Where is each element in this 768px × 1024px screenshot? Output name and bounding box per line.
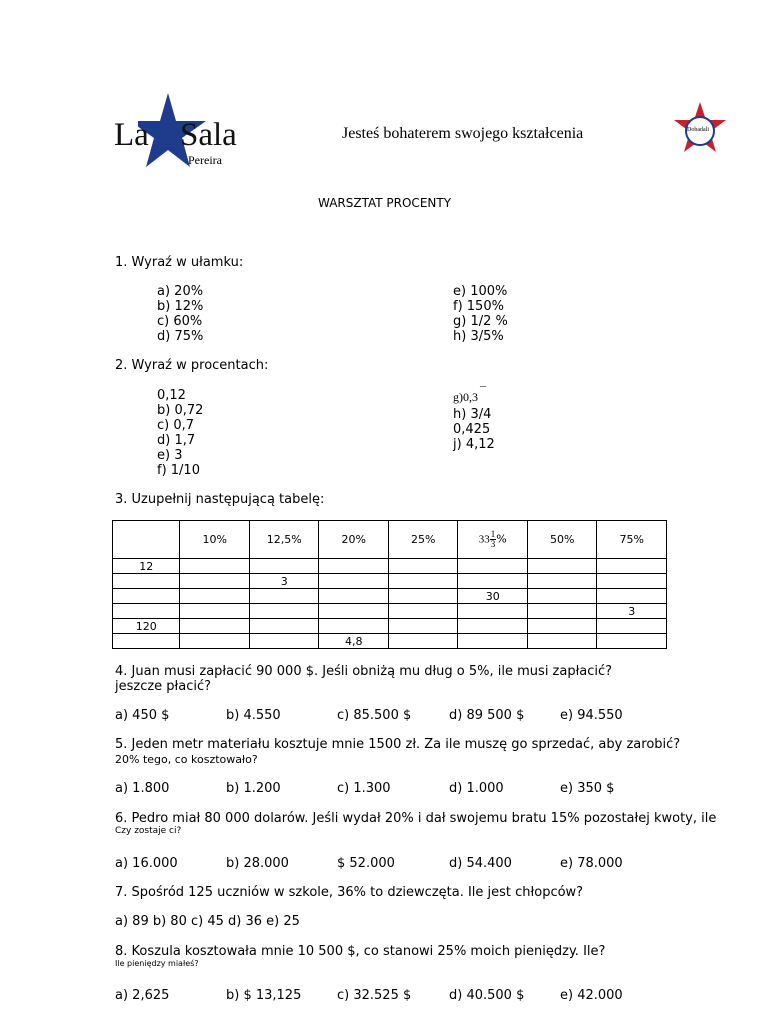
q4-line1: 4. Juan musi zapłacić 90 000 $. Jeśli obniżą mu dług o 5%, ile musi zapłacić?	[115, 664, 613, 679]
list-item: e) 100%	[453, 284, 508, 299]
q5-line2: 20% tego, co kosztowało?	[115, 753, 258, 766]
table-cell	[458, 559, 528, 574]
frac-den: 3	[490, 539, 496, 549]
table-cell	[180, 604, 250, 619]
answer-option: a) 450 $	[115, 708, 170, 723]
list-item: f) 1/10	[157, 463, 200, 478]
answer-option: e) 78.000	[560, 856, 623, 871]
table-cell: 3	[249, 574, 319, 589]
table-cell: 4,8	[319, 634, 389, 649]
list-item: d) 75%	[157, 329, 204, 344]
table-row	[113, 574, 667, 589]
table-header-cell-fraction	[458, 521, 528, 559]
table-cell	[597, 619, 667, 634]
table-cell	[527, 559, 597, 574]
answer-option: d) 89 500 $	[449, 708, 525, 723]
table-row	[113, 589, 667, 604]
answer-option: d) 40.500 $	[449, 988, 525, 1003]
logo-la: La	[114, 117, 149, 153]
answer-option: a) 2,625	[115, 988, 170, 1003]
list-item: g)0,3	[453, 390, 478, 404]
q1-prompt: 1. Wyraź w ułamku:	[115, 255, 244, 270]
list-item: b) 0,72	[157, 403, 204, 418]
table-cell	[388, 589, 458, 604]
answer-option: a) 1.800	[115, 781, 170, 796]
q5-line1: 5. Jeden metr materiału kosztuje mnie 1500 zł. Za ile muszę go sprzedać, aby zarobić?	[115, 737, 681, 752]
q6-line1: 6. Pedro miał 80 000 dolarów. Jeśli wydał 20% i dał swojemu bratu 15% pozostałej kwoty, ile	[115, 811, 717, 826]
list-item: g) 1/2 %	[453, 314, 508, 329]
table-header-cell	[113, 521, 180, 559]
q2-left-list	[157, 388, 203, 478]
q8-line2: Ile pieniędzy miałeś?	[115, 959, 199, 968]
table-cell: 3	[597, 604, 667, 619]
q2-right-list	[453, 407, 495, 452]
list-item: c) 60%	[157, 314, 203, 329]
list-item: h) 3/4	[453, 407, 492, 422]
list-item: a) 20%	[157, 284, 204, 299]
table-cell	[597, 559, 667, 574]
list-item: 0,425	[453, 422, 491, 437]
frac-whole: 33	[478, 533, 490, 546]
q8-line1: 8. Koszula kosztowała mnie 10 500 $, co stanowi 25% moich pieniędzy. Ile?	[115, 944, 606, 959]
list-item: b) 12%	[157, 299, 204, 314]
table-cell	[458, 604, 528, 619]
answer-option: d) 1.000	[449, 781, 504, 796]
table-cell	[527, 574, 597, 589]
table-cell	[319, 589, 389, 604]
answer-option: e) 42.000	[560, 988, 623, 1003]
q8-options	[115, 988, 675, 1004]
table-header-cell: 20%	[319, 521, 389, 559]
table-header-cell: 75%	[597, 521, 667, 559]
table-cell	[113, 604, 180, 619]
table-cell	[180, 589, 250, 604]
table-cell	[319, 604, 389, 619]
table-cell	[319, 559, 389, 574]
table-cell	[319, 619, 389, 634]
q1-right-list	[453, 284, 508, 344]
percent-table	[112, 520, 667, 649]
q7-line1: 7. Spośród 125 uczniów w szkole, 36% to dziewczęta. Ile jest chłopców?	[115, 885, 584, 900]
table-row	[113, 619, 667, 634]
table-header-cell: 12,5%	[249, 521, 319, 559]
q1-left-list	[157, 284, 203, 344]
list-item: j) 4,12	[453, 437, 495, 452]
q4-options	[115, 708, 675, 724]
answer-option: e) 350 $	[560, 781, 615, 796]
table-cell	[180, 574, 250, 589]
table-cell	[113, 574, 180, 589]
frac-num: 1	[490, 529, 496, 539]
table-cell	[249, 589, 319, 604]
answer-option: e) 94.550	[560, 708, 623, 723]
table-cell	[113, 589, 180, 604]
list-item: f) 150%	[453, 299, 504, 314]
badge-text: Dobadali	[687, 127, 709, 133]
table-cell	[458, 619, 528, 634]
answer-option: a) 16.000	[115, 856, 178, 871]
list-item: c) 0,7	[157, 418, 195, 433]
table-cell	[597, 634, 667, 649]
q3-prompt: 3. Uzupełnij następującą tabelę:	[115, 492, 325, 507]
table-cell	[458, 574, 528, 589]
table-cell	[527, 619, 597, 634]
q6-options	[115, 856, 675, 872]
list-item: d) 1,7	[157, 433, 196, 448]
list-item: 0,12	[157, 388, 186, 403]
page-title: WARSZTAT PROCENTY	[318, 196, 452, 210]
q2-prompt: 2. Wyraź w procentach:	[115, 358, 269, 373]
table-row	[113, 604, 667, 619]
answer-option: c) 85.500 $	[337, 708, 412, 723]
table-cell	[319, 574, 389, 589]
table-cell	[249, 634, 319, 649]
table-row	[113, 559, 667, 574]
logo-pereira: Pereira	[188, 153, 222, 167]
table-cell	[597, 574, 667, 589]
table-cell	[180, 634, 250, 649]
table-cell	[527, 634, 597, 649]
table-cell	[527, 589, 597, 604]
table-header-cell: 50%	[527, 521, 597, 559]
table-cell	[388, 559, 458, 574]
answer-option: b) 1.200	[226, 781, 281, 796]
table-cell	[388, 574, 458, 589]
table-cell	[527, 604, 597, 619]
table-cell	[597, 589, 667, 604]
table-cell	[180, 619, 250, 634]
answer-option: b) 28.000	[226, 856, 289, 871]
table-cell	[249, 604, 319, 619]
answer-option: d) 54.400	[449, 856, 512, 871]
table-cell	[180, 559, 250, 574]
table-cell	[249, 619, 319, 634]
table-header-cell: 25%	[388, 521, 458, 559]
table-cell	[458, 634, 528, 649]
table-cell: 30	[458, 589, 528, 604]
list-item: e) 3	[157, 448, 183, 463]
q7-answers: a) 89 b) 80 c) 45 d) 36 e) 25	[115, 914, 300, 929]
table-header-row	[113, 521, 667, 559]
answer-option: b) 4.550	[226, 708, 281, 723]
header-tagline: Jesteś bohaterem swojego kształcenia	[342, 125, 584, 142]
logo-sala: Sala	[180, 117, 237, 153]
answer-option: c) 32.525 $	[337, 988, 412, 1003]
overline-mark: ¯	[480, 384, 486, 398]
table-cell	[388, 604, 458, 619]
table-cell	[249, 559, 319, 574]
table-cell	[388, 634, 458, 649]
table-header-cell: 10%	[180, 521, 250, 559]
list-item: h) 3/5%	[453, 329, 504, 344]
table-row	[113, 634, 667, 649]
q2-item-g	[453, 384, 486, 405]
q4-line2: jeszcze płacić?	[115, 679, 212, 694]
table-cell: 120	[113, 619, 180, 634]
table-cell: 12	[113, 559, 180, 574]
q5-options	[115, 781, 675, 797]
answer-option: b) $ 13,125	[226, 988, 302, 1003]
answer-option: c) 1.300	[337, 781, 391, 796]
answer-option: $ 52.000	[337, 856, 395, 871]
table-cell	[388, 619, 458, 634]
q6-line2: Czy zostaje ci?	[115, 826, 182, 836]
table-cell	[113, 634, 180, 649]
frac-suffix: %	[496, 532, 507, 546]
